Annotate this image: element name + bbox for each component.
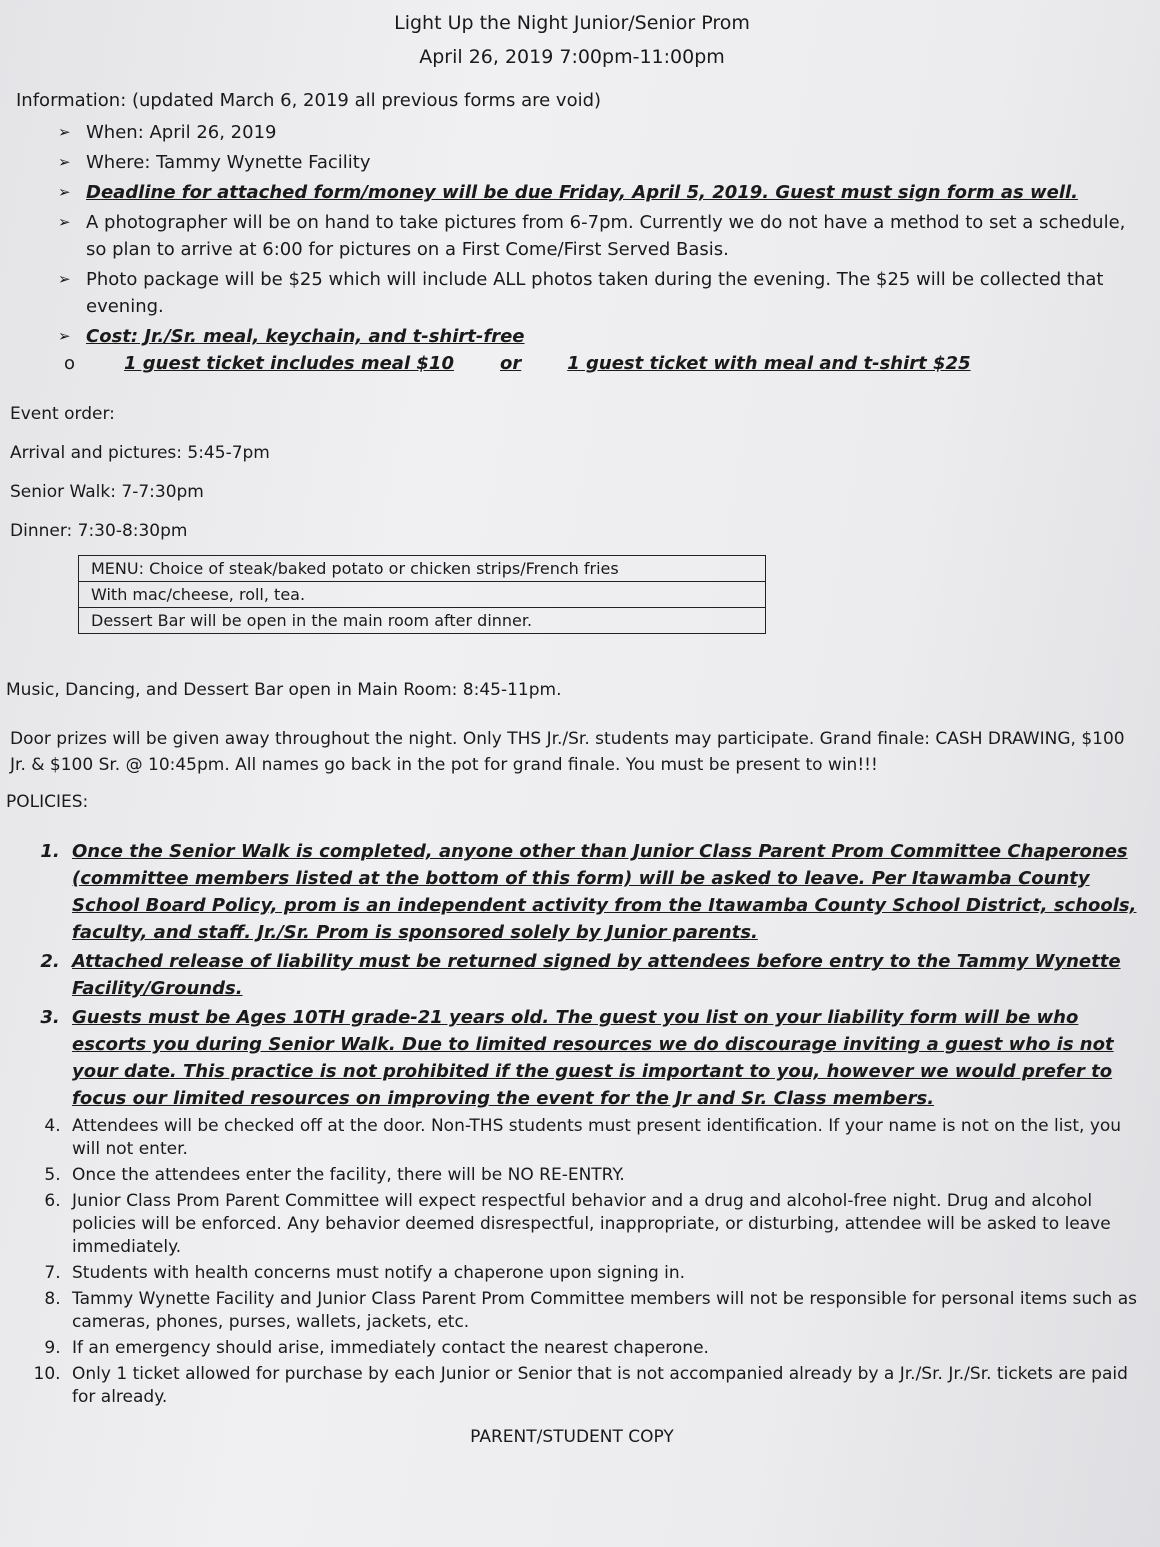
policies-list: [6, 838, 1138, 1409]
info-bullet-photo-package: ➢ Photo package will be $25 which will include ALL photos taken during the evening. The $25 will be collected that evening.: [58, 266, 1138, 320]
information-list: [6, 119, 1138, 350]
event-dinner: Dinner: 7:30-8:30pm: [10, 521, 188, 541]
information-heading: Information: (updated March 6, 2019 all previous forms are void): [16, 90, 602, 111]
policy-item: 4. Attendees will be checked off at the door. Non-THS students must present identification. If your name is not on the list, you will not enter.: [66, 1115, 1138, 1161]
event-order-heading: Event order:: [10, 404, 115, 424]
copy-label: PARENT/STUDENT COPY: [470, 1427, 674, 1447]
guest-option-or: or: [499, 353, 522, 374]
info-bullet-where: ➢ Where: Tammy Wynette Facility: [58, 149, 1138, 176]
policy-item: 5. Once the attendees enter the facility, there will be NO RE-ENTRY.: [66, 1164, 1138, 1187]
policy-item: 3. Guests must be Ages 10TH grade-21 years old. The guest you list on your liability form will be who escorts you during Senior Walk. Due to limited resources we do discourage inviting a guest who is not your date. This practice is not prohibited if the guest is important to you, however we would prefer to focus our limited resources on improving the event for the Jr and Sr. Class members.: [66, 1004, 1138, 1112]
menu-cell: MENU: Choice of steak/baked potato or chicken strips/French fries: [79, 556, 766, 582]
policy-item: 8. Tammy Wynette Facility and Junior Class Parent Prom Committee members will not be responsible for personal items such as cameras, phones, purses, wallets, jackets, etc.: [66, 1288, 1138, 1334]
event-arrival: Arrival and pictures: 5:45-7pm: [10, 443, 270, 463]
table-row: [79, 556, 766, 582]
info-bullet-photographer: ➢ A photographer will be on hand to take pictures from 6-7pm. Currently we do not have a method to set a schedule, so plan to arrive at 6:00 for pictures on a First Come/First Served Basis.: [58, 209, 1138, 263]
policy-item: 2. Attached release of liability must be returned signed by attendees before entry to the Tammy Wynette Facility/Grounds.: [66, 948, 1138, 1002]
info-bullet-deadline: ➢ Deadline for attached form/money will be due Friday, April 5, 2019. Guest must sign form as well.: [58, 179, 1138, 206]
guest-option-meal: 1 guest ticket includes meal $10: [124, 353, 454, 374]
guest-option-meal-shirt: 1 guest ticket with meal and t-shirt $25: [567, 353, 971, 374]
event-senior-walk: Senior Walk: 7-7:30pm: [10, 482, 204, 502]
policy-item: 10. Only 1 ticket allowed for purchase by each Junior or Senior that is not accompanied already by a Jr./Sr. Jr./Sr. tickets are paid for already.: [66, 1363, 1138, 1409]
event-date-time: April 26, 2019 7:00pm-11:00pm: [419, 46, 725, 68]
guest-ticket-options: [6, 353, 1138, 374]
table-row: [79, 608, 766, 634]
policies-heading: POLICIES:: [6, 792, 89, 812]
info-bullet-when: ➢ When: April 26, 2019: [58, 119, 1138, 146]
info-bullet-cost: ➢ Cost: Jr./Sr. meal, keychain, and t-shirt-free: [58, 323, 1138, 350]
event-music: Music, Dancing, and Dessert Bar open in Main Room: 8:45-11pm.: [6, 680, 562, 700]
menu-cell: Dessert Bar will be open in the main room after dinner.: [79, 608, 766, 634]
menu-cell: With mac/cheese, roll, tea.: [79, 582, 766, 608]
menu-table: [78, 555, 766, 634]
sub-bullet-icon: o: [64, 353, 76, 374]
policy-item: 7. Students with health concerns must notify a chaperone upon signing in.: [66, 1262, 1138, 1285]
policy-item: 9. If an emergency should arise, immediately contact the nearest chaperone.: [66, 1337, 1138, 1360]
policy-item: 6. Junior Class Prom Parent Committee will expect respectful behavior and a drug and alcohol-free night. Drug and alcohol policies will be enforced. Any behavior deemed disrespectful, inappropriate, or disturbing, attendee will be asked to leave immediately.: [66, 1190, 1138, 1259]
event-door-prizes: Door prizes will be given away throughout the night. Only THS Jr./Sr. students may participate. Grand finale: CASH DRAWING, $100 Jr. & $100 Sr. @ 10:45pm. All names go back in the pot for grand finale. You must be present to win!!!: [10, 729, 1125, 775]
page-title: Light Up the Night Junior/Senior Prom: [394, 12, 750, 34]
policy-item: 1. Once the Senior Walk is completed, anyone other than Junior Class Parent Prom Committee Chaperones (committee members listed at the bottom of this form) will be asked to leave. Per Itawamba County School Board Policy, prom is an independent activity from the Itawamba County School District, schools, faculty, and staff. Jr./Sr. Prom is sponsored solely by Junior parents.: [66, 838, 1138, 946]
table-row: [79, 582, 766, 608]
